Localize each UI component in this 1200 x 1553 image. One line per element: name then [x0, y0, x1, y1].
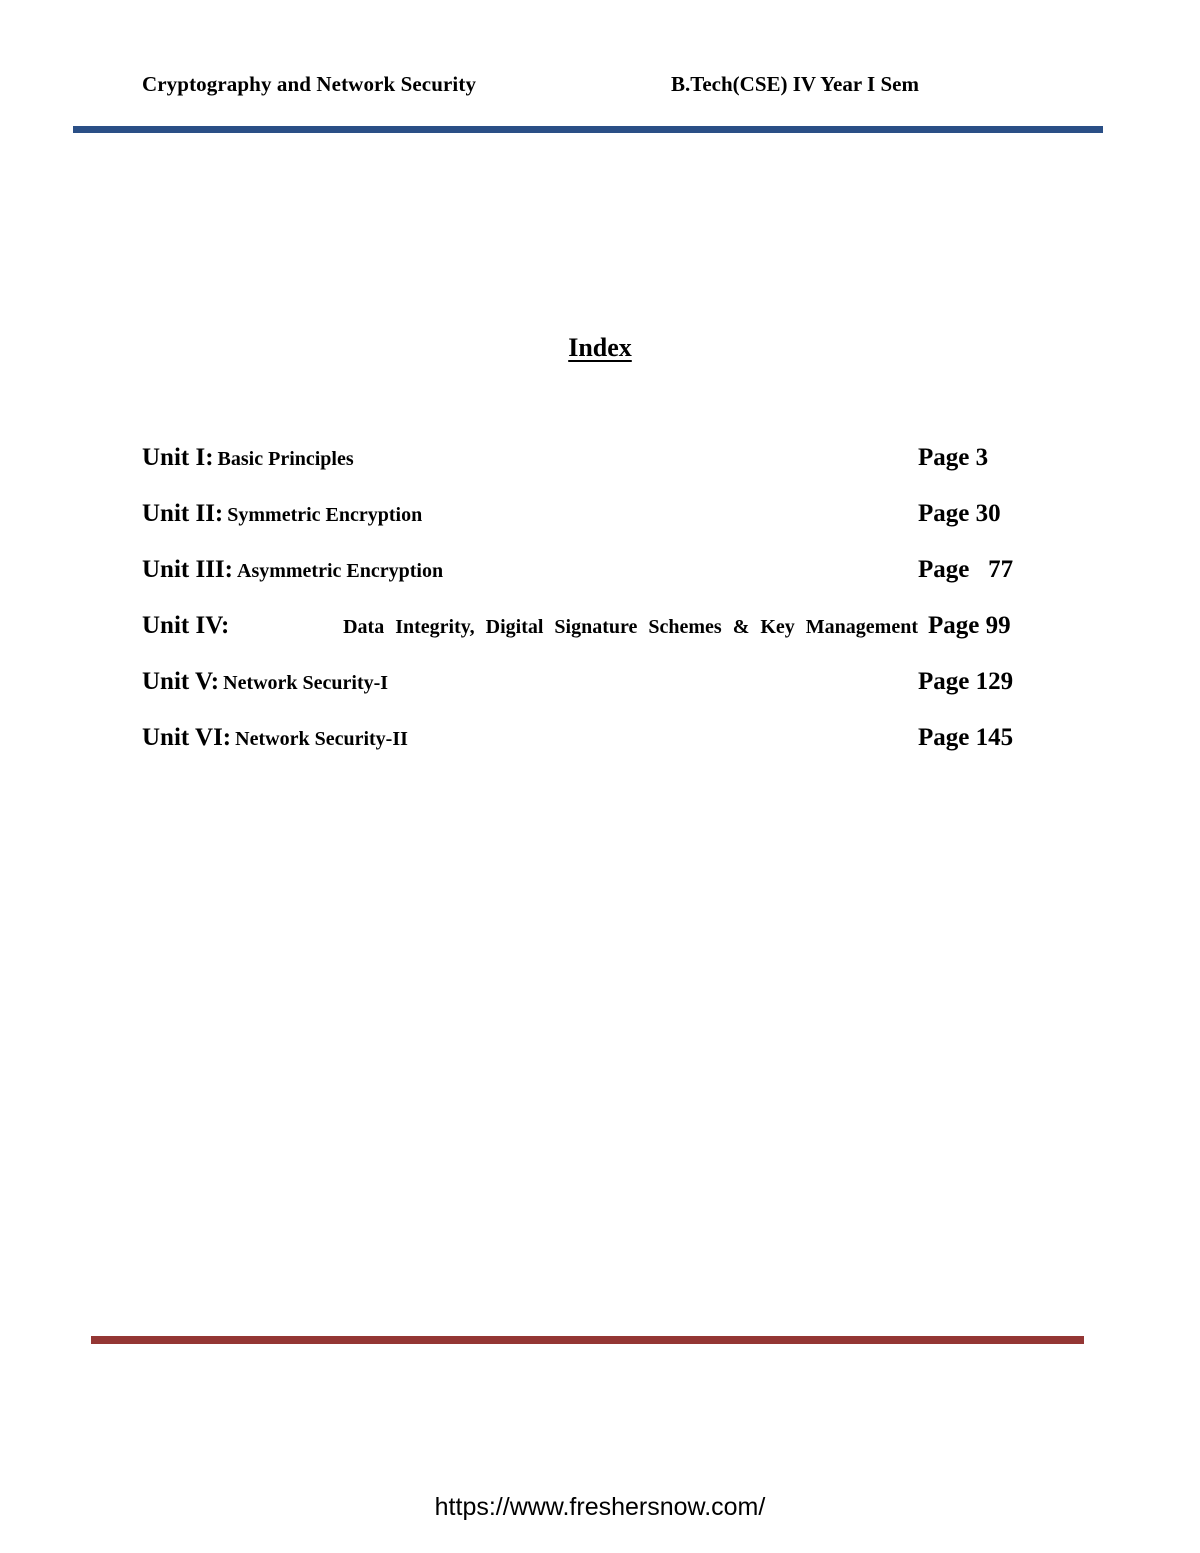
toc-entry-unit-2 [142, 500, 1022, 556]
header-divider [73, 126, 1103, 133]
footer-divider [91, 1336, 1084, 1344]
toc-unit-label: Unit II: [142, 500, 224, 527]
toc-subject: Data Integrity, Digital Signature Schemes & Key Management [343, 616, 918, 638]
toc-entry-unit-6 [142, 724, 1022, 780]
table-of-contents [142, 444, 1022, 780]
toc-page-number: Page 3 [918, 444, 989, 471]
toc-unit-label: Unit III: [142, 556, 233, 583]
toc-subject: Basic Principles [217, 448, 354, 470]
toc-page-number: Page 99 [928, 612, 1011, 639]
toc-page-number: Page 77 [918, 556, 1014, 583]
toc-entry-unit-5 [142, 668, 1022, 724]
toc-entry-unit-3 [142, 556, 1022, 612]
toc-page-number: Page 129 [918, 668, 1014, 695]
toc-page-number: Page 30 [918, 500, 1001, 527]
toc-subject: Network Security-I [223, 672, 389, 694]
toc-subject: Asymmetric Encryption [237, 560, 444, 582]
program-label: B.Tech(CSE) IV Year I Sem [671, 72, 919, 96]
footer-url[interactable]: https://www.freshersnow.com/ [434, 1493, 766, 1521]
index-title: Index [568, 333, 632, 362]
toc-subject: Network Security-II [235, 728, 408, 750]
course-title: Cryptography and Network Security [142, 72, 477, 96]
toc-entry-unit-4 [142, 612, 1022, 668]
toc-page-number: Page 145 [918, 724, 1014, 751]
toc-unit-label: Unit VI: [142, 724, 232, 751]
toc-subject: Symmetric Encryption [227, 504, 423, 526]
toc-unit-label: Unit I: [142, 444, 214, 471]
toc-unit-label: Unit IV: [142, 612, 230, 639]
toc-entry-unit-1 [142, 444, 1022, 500]
toc-unit-label: Unit V: [142, 668, 220, 695]
